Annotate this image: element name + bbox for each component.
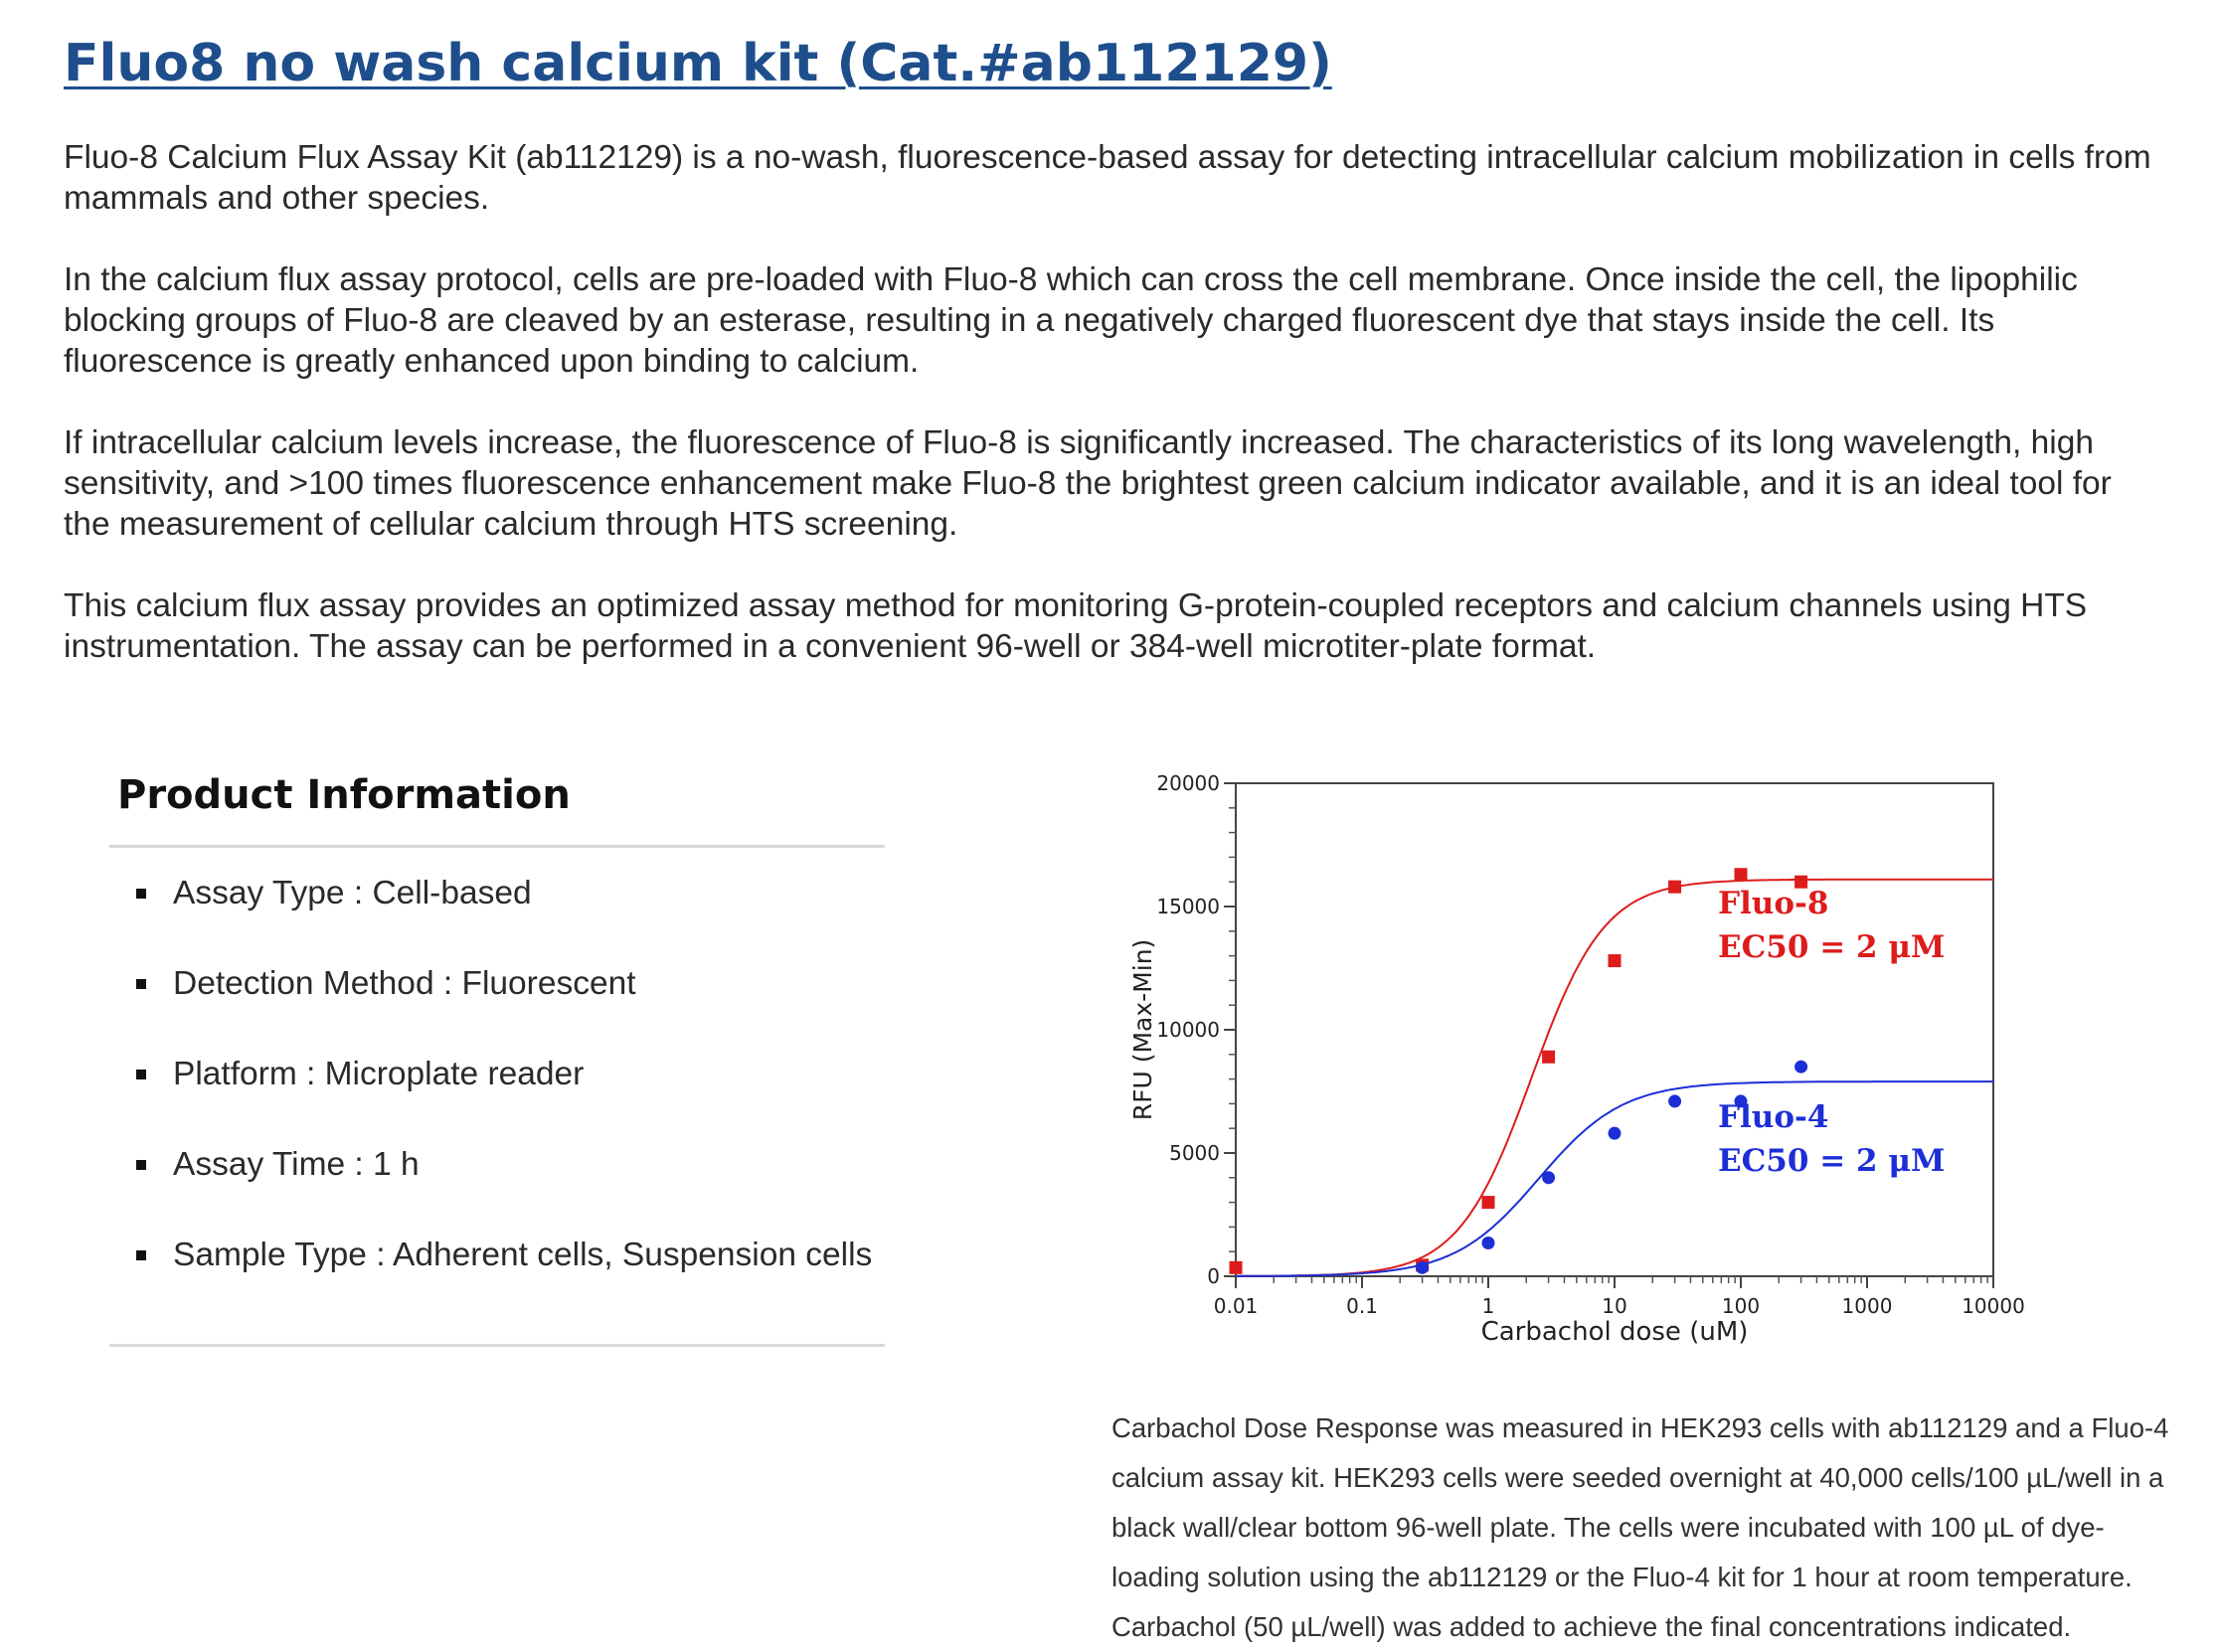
x-tick-label-2: 1	[1481, 1294, 1495, 1318]
data-point-fluo-4-1	[1482, 1237, 1495, 1249]
data-point-fluo-8-3	[1542, 1051, 1555, 1064]
product-spec-list	[109, 848, 885, 1344]
x-axis-label: Carbachol dose (uM)	[1480, 1317, 1749, 1347]
data-point-fluo-8-5	[1668, 881, 1681, 894]
x-tick-label-0: 0.01	[1213, 1294, 1259, 1318]
x-tick-label-1: 0.1	[1346, 1294, 1378, 1318]
x-tick-label-5: 1000	[1841, 1294, 1893, 1318]
data-point-fluo-8-6	[1735, 868, 1748, 881]
series-ec50-fluo-4: EC50 = 2 μM	[1718, 1143, 1946, 1179]
x-axis-ticks	[1214, 1276, 2025, 1318]
y-tick-label-1: 5000	[1169, 1141, 1220, 1165]
spec-detection-method: Detection Method : Fluorescent	[109, 958, 885, 1049]
y-tick-label-2: 10000	[1156, 1018, 1220, 1042]
y-tick-label-4: 20000	[1156, 771, 1220, 795]
y-axis-ticks	[1156, 771, 1236, 1288]
spec-assay-type: Assay Type : Cell-based	[109, 868, 885, 958]
data-point-fluo-4-2	[1542, 1171, 1555, 1184]
data-point-fluo-8-0	[1230, 1261, 1243, 1274]
data-point-fluo-8-2	[1482, 1196, 1495, 1209]
spec-sample-type: Sample Type : Adherent cells, Suspension cells	[109, 1230, 885, 1320]
y-axis-label: RFU (Max-Min)	[1128, 938, 1157, 1121]
y-tick-label-0: 0	[1207, 1264, 1220, 1288]
spec-assay-time: Assay Time : 1 h	[109, 1139, 885, 1230]
x-tick-label-6: 10000	[1962, 1294, 2025, 1318]
data-point-fluo-4-4	[1668, 1094, 1681, 1107]
series-name-fluo-4: Fluo-4	[1718, 1099, 1829, 1135]
series-ec50-fluo-8: EC50 = 2 μM	[1718, 929, 1946, 965]
product-information-heading: Product Information	[117, 772, 571, 818]
dose-response-chart	[1094, 765, 2048, 1362]
intro-paragraph-3: If intracellular calcium levels increase, the fluorescence of Fluo-8 is significantly increased. The characteristics of its long wavelength, high sensitivity, and >100 times fluorescence enhancement make Fluo-8 the brightest green calcium indicator available, and it is an ideal tool for the measurement of cellular calcium through HTS screening.	[64, 424, 2112, 543]
plot-frame	[1236, 783, 1993, 1276]
divider-bottom	[109, 1344, 885, 1347]
intro-paragraph-4: This calcium flux assay provides an optimized assay method for monitoring G-protein-coupled receptors and calcium channels using HTS instrumentation. The assay can be performed in a convenient 96-well or 384-well microtiter-plate format.	[64, 587, 2088, 665]
y-tick-label-3: 15000	[1156, 895, 1220, 918]
x-tick-label-3: 10	[1602, 1294, 1627, 1318]
data-point-fluo-4-0	[1416, 1261, 1429, 1274]
series-annotations	[1718, 886, 1945, 1179]
figure-caption: Carbachol Dose Response was measured in HEK293 cells with ab112129 and a Fluo-4 calcium assay kit. HEK293 cells were seeded overnight at 40,000 cells/100 µL/well in a black wall/clear bottom 96-well plate. The cells were incubated with 100 µL of dye-loading solution using the ab112129 or the Fluo-4 kit for 1 hour at room temperature. Carbachol (50 µL/well) was added to achieve the final concentrations indicated.	[1111, 1412, 2169, 1642]
product-information-panel	[109, 765, 885, 1347]
page-title: Fluo8 no wash calcium kit (Cat.#ab112129)	[64, 34, 1332, 93]
intro-paragraph-1: Fluo-8 Calcium Flux Assay Kit (ab112129) is a no-wash, fluorescence-based assay for detecting intracellular calcium mobilization in cells from mammals and other species.	[64, 139, 2151, 217]
spec-platform: Platform : Microplate reader	[109, 1049, 885, 1139]
intro-paragraph-2: In the calcium flux assay protocol, cells are pre-loaded with Fluo-8 which can cross the cell membrane. Once inside the cell, the lipophilic blocking groups of Fluo-8 are cleaved by an esterase, resulting in a negatively charged fluorescent dye that stays inside the cell. Its fluorescence is greatly enhanced upon binding to calcium.	[64, 261, 2078, 380]
data-point-fluo-8-4	[1609, 954, 1622, 967]
data-point-fluo-4-3	[1609, 1127, 1622, 1140]
series-name-fluo-8: Fluo-8	[1718, 886, 1829, 921]
fit-curve-fluo-4	[1236, 1081, 1993, 1276]
intro-text	[64, 137, 2161, 708]
chart-svg	[1094, 765, 2048, 1362]
data-point-fluo-4-6	[1794, 1061, 1807, 1074]
x-tick-label-4: 100	[1721, 1294, 1761, 1318]
minor-ticks	[1274, 1276, 1987, 1283]
